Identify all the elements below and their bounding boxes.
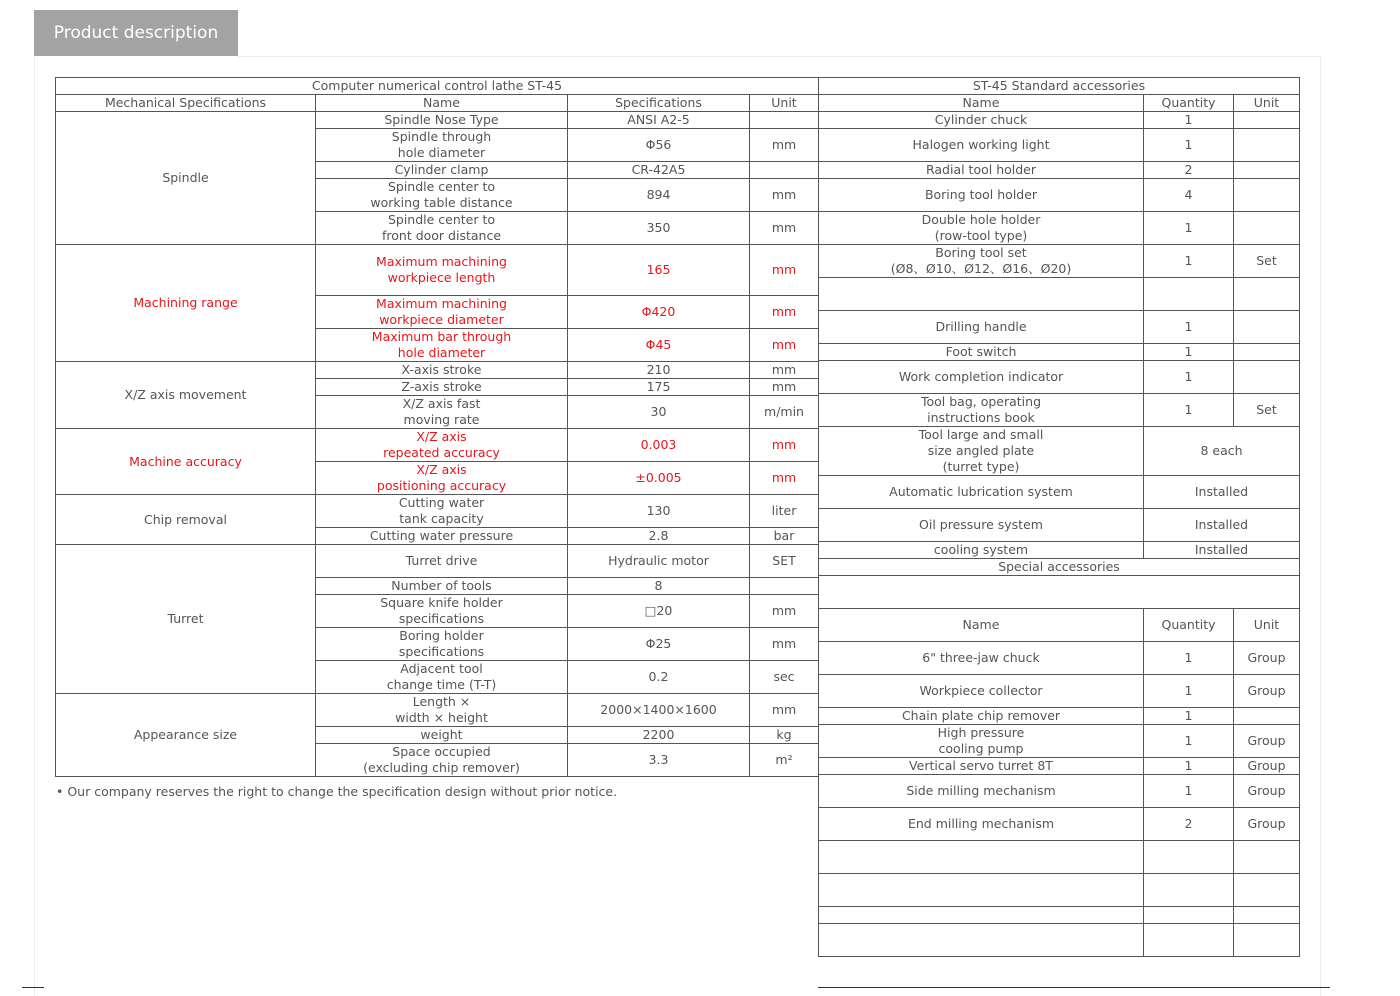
spec-unit-cell: mm — [749, 328, 819, 362]
accessory-qty-cell: 1 — [1143, 244, 1234, 278]
special-name-cell — [818, 873, 1144, 907]
special-name-cell: End milling mechanism — [818, 807, 1144, 841]
special-name-cell — [818, 923, 1144, 957]
left-header-cell: Unit — [749, 94, 819, 112]
spec-name-cell: Cutting water tank capacity — [315, 494, 568, 528]
spec-unit-cell: kg — [749, 726, 819, 744]
accessory-name-cell: Boring tool set (Ø8、Ø10、Ø12、Ø16、Ø20) — [818, 244, 1144, 278]
spec-value-cell: 2000×1400×1600 — [567, 693, 750, 727]
bottom-divider-right — [818, 987, 1330, 988]
spec-value-cell: 175 — [567, 378, 750, 396]
special-unit-cell: Group — [1233, 807, 1300, 841]
spec-value-cell: ANSI A2-5 — [567, 111, 750, 129]
accessory-qty-cell: 1 — [1143, 393, 1234, 427]
accessory-unit-cell: Set — [1233, 393, 1300, 427]
accessory-unit-cell — [1233, 178, 1300, 212]
spec-unit-cell: m² — [749, 743, 819, 777]
accessory-unit-cell — [1233, 360, 1300, 394]
accessory-qty-cell: Installed — [1143, 475, 1300, 509]
spec-group-label: Appearance size — [55, 693, 316, 777]
spec-value-cell: 0.003 — [567, 428, 750, 462]
disclaimer-note: • Our company reserves the right to change the specification design without prior notice. — [56, 784, 618, 799]
spec-unit-cell: mm — [749, 361, 819, 379]
special-unit-cell — [1233, 707, 1300, 725]
spec-unit-cell: SET — [749, 544, 819, 578]
special-qty-cell — [1143, 923, 1234, 957]
accessory-name-cell: Automatic lubrication system — [818, 475, 1144, 509]
accessory-unit-cell — [1233, 161, 1300, 179]
special-qty-cell — [1143, 906, 1234, 924]
spec-name-cell: Adjacent tool change time (T-T) — [315, 660, 568, 694]
spec-name-cell: Cutting water pressure — [315, 527, 568, 545]
spec-unit-cell — [749, 161, 819, 179]
special-unit-cell: Group — [1233, 724, 1300, 758]
spec-value-cell: 210 — [567, 361, 750, 379]
accessory-qty-cell: 1 — [1143, 211, 1234, 245]
accessory-qty-cell — [1143, 277, 1234, 311]
spec-name-cell: Turret drive — [315, 544, 568, 578]
spec-value-cell: 130 — [567, 494, 750, 528]
spec-value-cell: 165 — [567, 244, 750, 296]
accessory-qty-cell: 4 — [1143, 178, 1234, 212]
special-header-cell: Unit — [1233, 608, 1300, 642]
right-header-cell: Name — [818, 94, 1144, 112]
spec-group-label: Turret — [55, 544, 316, 694]
spec-name-cell: Z-axis stroke — [315, 378, 568, 396]
spec-value-cell: Hydraulic motor — [567, 544, 750, 578]
accessory-name-cell: Cylinder chuck — [818, 111, 1144, 129]
accessory-unit-cell — [1233, 111, 1300, 129]
left-header-cell: Mechanical Specifications — [55, 94, 316, 112]
spec-unit-cell: mm — [749, 627, 819, 661]
bottom-divider-left — [22, 987, 44, 988]
spec-group-label: X/Z axis movement — [55, 361, 316, 429]
accessory-unit-cell — [1233, 211, 1300, 245]
right-header-cell: Unit — [1233, 94, 1300, 112]
special-name-cell — [818, 840, 1144, 874]
accessory-qty-cell: 1 — [1143, 343, 1234, 361]
special-qty-cell: 1 — [1143, 757, 1234, 775]
spec-value-cell: 894 — [567, 178, 750, 212]
accessory-name-cell: Halogen working light — [818, 128, 1144, 162]
spec-group-label: Machining range — [55, 244, 316, 362]
spec-value-cell: Φ25 — [567, 627, 750, 661]
accessory-unit-cell: Set — [1233, 244, 1300, 278]
spec-unit-cell: mm — [749, 295, 819, 329]
accessory-name-cell: Tool bag, operating instructions book — [818, 393, 1144, 427]
special-blank-row — [818, 575, 1300, 609]
special-qty-cell: 1 — [1143, 724, 1234, 758]
right-header-cell: Quantity — [1143, 94, 1234, 112]
left-header-cell: Specifications — [567, 94, 750, 112]
accessory-qty-cell: 1 — [1143, 360, 1234, 394]
accessory-qty-cell: 1 — [1143, 128, 1234, 162]
spec-unit-cell: m/min — [749, 395, 819, 429]
special-name-cell — [818, 906, 1144, 924]
spec-unit-cell: bar — [749, 527, 819, 545]
spec-name-cell: Spindle through hole diameter — [315, 128, 568, 162]
spec-name-cell: Maximum machining workpiece length — [315, 244, 568, 296]
special-header-cell: Quantity — [1143, 608, 1234, 642]
spec-value-cell: 350 — [567, 211, 750, 245]
spec-value-cell: □20 — [567, 594, 750, 628]
spec-name-cell: Maximum bar through hole diameter — [315, 328, 568, 362]
left-table-title: Computer numerical control lathe ST-45 — [55, 77, 819, 95]
spec-value-cell: 2200 — [567, 726, 750, 744]
spec-value-cell: 30 — [567, 395, 750, 429]
spec-name-cell: Cylinder clamp — [315, 161, 568, 179]
spec-value-cell: Φ420 — [567, 295, 750, 329]
spec-name-cell: X/Z axis positioning accuracy — [315, 461, 568, 495]
accessory-qty-cell: 8 each — [1143, 426, 1300, 476]
spec-name-cell: X/Z axis fast moving rate — [315, 395, 568, 429]
special-name-cell: Workpiece collector — [818, 674, 1144, 708]
spec-name-cell: Number of tools — [315, 577, 568, 595]
spec-unit-cell: mm — [749, 244, 819, 296]
special-unit-cell — [1233, 873, 1300, 907]
special-header-cell: Name — [818, 608, 1144, 642]
accessory-qty-cell: 2 — [1143, 161, 1234, 179]
special-qty-cell: 1 — [1143, 674, 1234, 708]
spec-name-cell: Length × width × height — [315, 693, 568, 727]
accessory-name-cell: Foot switch — [818, 343, 1144, 361]
spec-value-cell: CR-42A5 — [567, 161, 750, 179]
accessory-qty-cell: 1 — [1143, 111, 1234, 129]
special-qty-cell: 1 — [1143, 707, 1234, 725]
special-unit-cell: Group — [1233, 774, 1300, 808]
spec-name-cell: Square knife holder specifications — [315, 594, 568, 628]
spec-value-cell: Φ56 — [567, 128, 750, 162]
right-table-title: ST-45 Standard accessories — [818, 77, 1300, 95]
special-unit-cell: Group — [1233, 641, 1300, 675]
spec-unit-cell: mm — [749, 594, 819, 628]
spec-unit-cell: mm — [749, 178, 819, 212]
left-header-cell: Name — [315, 94, 568, 112]
special-unit-cell: Group — [1233, 674, 1300, 708]
spec-unit-cell — [749, 111, 819, 129]
accessory-unit-cell — [1233, 310, 1300, 344]
spec-name-cell: Spindle center to working table distance — [315, 178, 568, 212]
special-name-cell: Side milling mechanism — [818, 774, 1144, 808]
spec-value-cell: Φ45 — [567, 328, 750, 362]
accessory-name-cell: cooling system — [818, 541, 1144, 559]
accessory-name-cell: Oil pressure system — [818, 508, 1144, 542]
special-name-cell: 6" three-jaw chuck — [818, 641, 1144, 675]
accessory-name-cell: Drilling handle — [818, 310, 1144, 344]
special-unit-cell — [1233, 923, 1300, 957]
spec-group-label: Machine accuracy — [55, 428, 316, 495]
accessory-qty-cell: 1 — [1143, 310, 1234, 344]
spec-name-cell: Spindle center to front door distance — [315, 211, 568, 245]
accessory-unit-cell — [1233, 277, 1300, 311]
panel-top-border — [238, 56, 1321, 57]
accessory-name-cell: Double hole holder (row-tool type) — [818, 211, 1144, 245]
accessory-unit-cell — [1233, 343, 1300, 361]
spec-unit-cell: mm — [749, 128, 819, 162]
spec-unit-cell: mm — [749, 428, 819, 462]
spec-unit-cell — [749, 577, 819, 595]
spec-unit-cell: mm — [749, 461, 819, 495]
special-unit-cell — [1233, 906, 1300, 924]
special-unit-cell: Group — [1233, 757, 1300, 775]
special-qty-cell: 1 — [1143, 641, 1234, 675]
accessory-name-cell: Radial tool holder — [818, 161, 1144, 179]
spec-name-cell: X-axis stroke — [315, 361, 568, 379]
special-qty-cell — [1143, 873, 1234, 907]
spec-name-cell: Boring holder specifications — [315, 627, 568, 661]
spec-unit-cell: mm — [749, 378, 819, 396]
accessory-qty-cell: Installed — [1143, 541, 1300, 559]
spec-group-label: Spindle — [55, 111, 316, 245]
spec-name-cell: Space occupied (excluding chip remover) — [315, 743, 568, 777]
special-unit-cell — [1233, 840, 1300, 874]
spec-unit-cell: sec — [749, 660, 819, 694]
product-description-tab[interactable]: Product description — [34, 10, 238, 56]
spec-value-cell: 8 — [567, 577, 750, 595]
spec-name-cell: Spindle Nose Type — [315, 111, 568, 129]
spec-value-cell: 3.3 — [567, 743, 750, 777]
accessory-name-cell: Work completion indicator — [818, 360, 1144, 394]
spec-unit-cell: mm — [749, 693, 819, 727]
spec-value-cell: 2.8 — [567, 527, 750, 545]
accessory-name-cell — [818, 277, 1144, 311]
spec-unit-cell: liter — [749, 494, 819, 528]
special-name-cell: High pressure cooling pump — [818, 724, 1144, 758]
special-name-cell: Chain plate chip remover — [818, 707, 1144, 725]
special-qty-cell — [1143, 840, 1234, 874]
accessory-name-cell: Tool large and small size angled plate (turret type) — [818, 426, 1144, 476]
spec-group-label: Chip removal — [55, 494, 316, 545]
spec-unit-cell: mm — [749, 211, 819, 245]
accessory-name-cell: Boring tool holder — [818, 178, 1144, 212]
special-qty-cell: 1 — [1143, 774, 1234, 808]
special-name-cell: Vertical servo turret 8T — [818, 757, 1144, 775]
spec-name-cell: X/Z axis repeated accuracy — [315, 428, 568, 462]
special-qty-cell: 2 — [1143, 807, 1234, 841]
spec-name-cell: weight — [315, 726, 568, 744]
spec-value-cell: 0.2 — [567, 660, 750, 694]
accessory-unit-cell — [1233, 128, 1300, 162]
spec-value-cell: ±0.005 — [567, 461, 750, 495]
special-accessories-title: Special accessories — [818, 558, 1300, 576]
accessory-qty-cell: Installed — [1143, 508, 1300, 542]
spec-name-cell: Maximum machining workpiece diameter — [315, 295, 568, 329]
